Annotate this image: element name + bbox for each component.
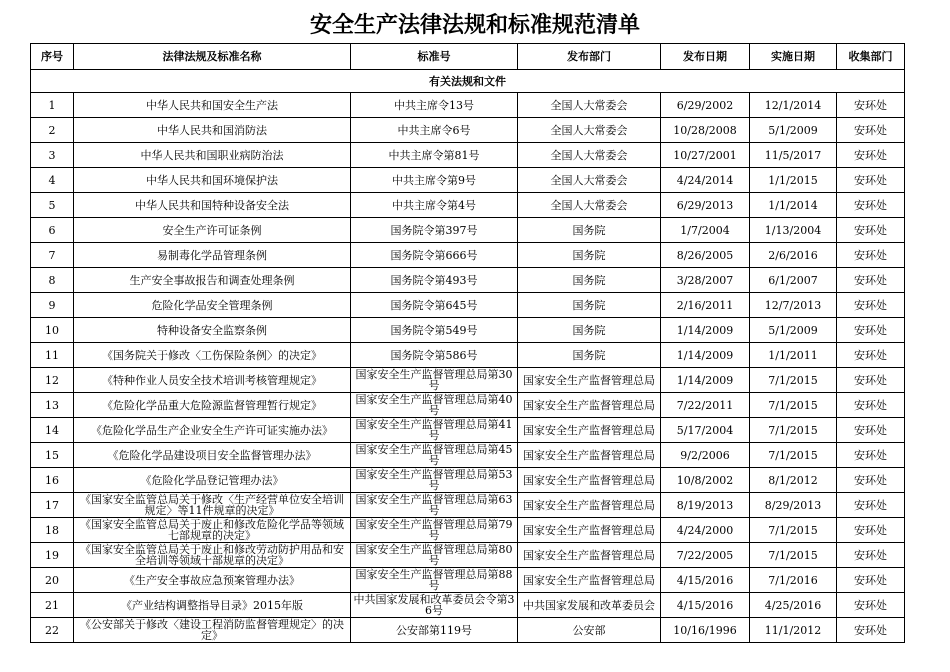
section-row	[31, 70, 905, 93]
effective-date: 7/1/2015	[750, 518, 837, 543]
table-row	[31, 493, 905, 518]
table-row	[31, 543, 905, 568]
issuing-department: 国家安全生产监督管理总局	[518, 568, 661, 593]
table-row	[31, 593, 905, 618]
issue-date: 9/2/2006	[661, 443, 750, 468]
regulation-name: 生产安全事故报告和调查处理条例	[74, 268, 351, 293]
regulation-name: 中华人民共和国职业病防治法	[74, 143, 351, 168]
regulation-name: 中华人民共和国特种设备安全法	[74, 193, 351, 218]
column-header-effective-date: 实施日期	[750, 44, 837, 70]
effective-date: 5/1/2009	[750, 118, 837, 143]
regulation-name: 《国家安全监管总局关于废止和修改危险化学品等领域七部规章的决定》	[74, 518, 351, 543]
row-index: 22	[31, 618, 74, 643]
collecting-department: 安环处	[837, 268, 905, 293]
standard-number: 国务院令第666号	[351, 243, 518, 268]
collecting-department: 安环处	[837, 393, 905, 418]
issuing-department: 全国人大常委会	[518, 93, 661, 118]
row-index: 6	[31, 218, 74, 243]
row-index: 12	[31, 368, 74, 393]
collecting-department: 安环处	[837, 168, 905, 193]
collecting-department: 安环处	[837, 618, 905, 643]
standard-number: 国家安全生产监督管理总局第30号	[351, 368, 518, 393]
issue-date: 1/14/2009	[661, 368, 750, 393]
issuing-department: 国家安全生产监督管理总局	[518, 543, 661, 568]
issue-date: 4/15/2016	[661, 593, 750, 618]
issue-date: 6/29/2013	[661, 193, 750, 218]
issuing-department: 全国人大常委会	[518, 143, 661, 168]
issuing-department: 中共国家发展和改革委员会	[518, 593, 661, 618]
regulation-name: 《公安部关于修改〈建设工程消防监督管理规定〉的决定》	[74, 618, 351, 643]
regulation-name: 《生产安全事故应急预案管理办法》	[74, 568, 351, 593]
issue-date: 4/24/2000	[661, 518, 750, 543]
effective-date: 1/1/2011	[750, 343, 837, 368]
regulations-table	[30, 43, 905, 643]
collecting-department: 安环处	[837, 443, 905, 468]
effective-date: 11/1/2012	[750, 618, 837, 643]
standard-number: 中共国家发展和改革委员会令第36号	[351, 593, 518, 618]
issue-date: 7/22/2005	[661, 543, 750, 568]
column-header-name: 法律法规及标准名称	[74, 44, 351, 70]
collecting-department: 安环处	[837, 543, 905, 568]
row-index: 5	[31, 193, 74, 218]
regulation-name: 《危险化学品登记管理办法》	[74, 468, 351, 493]
standard-number: 国家安全生产监督管理总局第41号	[351, 418, 518, 443]
standard-number: 国家安全生产监督管理总局第80号	[351, 543, 518, 568]
standard-number: 国家安全生产监督管理总局第88号	[351, 568, 518, 593]
standard-number: 国务院令第493号	[351, 268, 518, 293]
issue-date: 6/29/2002	[661, 93, 750, 118]
table-row	[31, 618, 905, 643]
page-title: 安全生产法律法规和标准规范清单	[309, 13, 640, 38]
column-header-collector: 收集部门	[837, 44, 905, 70]
effective-date: 8/1/2012	[750, 468, 837, 493]
collecting-department: 安环处	[837, 568, 905, 593]
collecting-department: 安环处	[837, 243, 905, 268]
regulation-name: 安全生产许可证条例	[74, 218, 351, 243]
row-index: 18	[31, 518, 74, 543]
issuing-department: 国家安全生产监督管理总局	[518, 493, 661, 518]
table-row	[31, 318, 905, 343]
regulation-name: 《危险化学品生产企业安全生产许可证实施办法》	[74, 418, 351, 443]
effective-date: 6/1/2007	[750, 268, 837, 293]
collecting-department: 安环处	[837, 193, 905, 218]
row-index: 14	[31, 418, 74, 443]
row-index: 8	[31, 268, 74, 293]
effective-date: 1/1/2014	[750, 193, 837, 218]
table-row	[31, 118, 905, 143]
standard-number: 国务院令第645号	[351, 293, 518, 318]
regulation-name: 《国家安全监管总局关于废止和修改劳动防护用品和安全培训等领域十部规章的决定》	[74, 543, 351, 568]
collecting-department: 安环处	[837, 343, 905, 368]
effective-date: 2/6/2016	[750, 243, 837, 268]
regulation-name: 《国务院关于修改〈工伤保险条例〉的决定》	[74, 343, 351, 368]
row-index: 21	[31, 593, 74, 618]
collecting-department: 安环处	[837, 593, 905, 618]
table-row	[31, 568, 905, 593]
issuing-department: 国家安全生产监督管理总局	[518, 393, 661, 418]
issuing-department: 国家安全生产监督管理总局	[518, 368, 661, 393]
collecting-department: 安环处	[837, 418, 905, 443]
issuing-department: 国家安全生产监督管理总局	[518, 518, 661, 543]
collecting-department: 安环处	[837, 118, 905, 143]
effective-date: 7/1/2015	[750, 543, 837, 568]
issue-date: 3/28/2007	[661, 268, 750, 293]
table-row	[31, 518, 905, 543]
issue-date: 8/26/2005	[661, 243, 750, 268]
table-row	[31, 218, 905, 243]
collecting-department: 安环处	[837, 218, 905, 243]
issue-date: 7/22/2011	[661, 393, 750, 418]
column-header-issuer: 发布部门	[518, 44, 661, 70]
issue-date: 4/15/2016	[661, 568, 750, 593]
collecting-department: 安环处	[837, 143, 905, 168]
effective-date: 7/1/2015	[750, 443, 837, 468]
issue-date: 10/28/2008	[661, 118, 750, 143]
row-index: 17	[31, 493, 74, 518]
standard-number: 国务院令第549号	[351, 318, 518, 343]
table-row	[31, 443, 905, 468]
regulation-name: 危险化学品安全管理条例	[74, 293, 351, 318]
standard-number: 国家安全生产监督管理总局第40号	[351, 393, 518, 418]
effective-date: 7/1/2015	[750, 393, 837, 418]
table-row	[31, 243, 905, 268]
row-index: 10	[31, 318, 74, 343]
standard-number: 国家安全生产监督管理总局第45号	[351, 443, 518, 468]
table-row	[31, 293, 905, 318]
regulation-name: 《特种作业人员安全技术培训考核管理规定》	[74, 368, 351, 393]
collecting-department: 安环处	[837, 93, 905, 118]
section-title: 有关法规和文件	[31, 70, 905, 93]
regulation-name: 《危险化学品建设项目安全监督管理办法》	[74, 443, 351, 468]
issuing-department: 国家安全生产监督管理总局	[518, 418, 661, 443]
issue-date: 10/8/2002	[661, 468, 750, 493]
row-index: 19	[31, 543, 74, 568]
collecting-department: 安环处	[837, 468, 905, 493]
row-index: 13	[31, 393, 74, 418]
table-row	[31, 368, 905, 393]
standard-number: 国务院令第397号	[351, 218, 518, 243]
effective-date: 7/1/2015	[750, 368, 837, 393]
effective-date: 1/13/2004	[750, 218, 837, 243]
standard-number: 中共主席令第9号	[351, 168, 518, 193]
regulation-name: 中华人民共和国环境保护法	[74, 168, 351, 193]
effective-date: 7/1/2016	[750, 568, 837, 593]
table-row	[31, 468, 905, 493]
standard-number: 国家安全生产监督管理总局第79号	[351, 518, 518, 543]
table-row	[31, 268, 905, 293]
regulation-name: 中华人民共和国消防法	[74, 118, 351, 143]
issue-date: 1/14/2009	[661, 343, 750, 368]
table-row	[31, 168, 905, 193]
issuing-department: 国家安全生产监督管理总局	[518, 443, 661, 468]
table-row	[31, 93, 905, 118]
effective-date: 5/1/2009	[750, 318, 837, 343]
table-row	[31, 418, 905, 443]
regulation-name: 易制毒化学品管理条例	[74, 243, 351, 268]
effective-date: 7/1/2015	[750, 418, 837, 443]
effective-date: 8/29/2013	[750, 493, 837, 518]
row-index: 9	[31, 293, 74, 318]
effective-date: 12/7/2013	[750, 293, 837, 318]
issuing-department: 国家安全生产监督管理总局	[518, 468, 661, 493]
issuing-department: 国务院	[518, 218, 661, 243]
standard-number: 国务院令第586号	[351, 343, 518, 368]
issue-date: 1/7/2004	[661, 218, 750, 243]
column-header-standard-no: 标准号	[351, 44, 518, 70]
regulation-name: 《产业结构调整指导目录》2015年版	[74, 593, 351, 618]
standard-number: 中共主席令13号	[351, 93, 518, 118]
row-index: 3	[31, 143, 74, 168]
effective-date: 4/25/2016	[750, 593, 837, 618]
row-index: 15	[31, 443, 74, 468]
row-index: 11	[31, 343, 74, 368]
issuing-department: 全国人大常委会	[518, 118, 661, 143]
row-index: 1	[31, 93, 74, 118]
issuing-department: 国务院	[518, 243, 661, 268]
regulation-name: 《危险化学品重大危险源监督管理暂行规定》	[74, 393, 351, 418]
effective-date: 1/1/2015	[750, 168, 837, 193]
issue-date: 10/16/1996	[661, 618, 750, 643]
issue-date: 4/24/2014	[661, 168, 750, 193]
standard-number: 中共主席令第81号	[351, 143, 518, 168]
issuing-department: 全国人大常委会	[518, 193, 661, 218]
standard-number: 公安部第119号	[351, 618, 518, 643]
row-index: 16	[31, 468, 74, 493]
standard-number: 中共主席令第4号	[351, 193, 518, 218]
issuing-department: 全国人大常委会	[518, 168, 661, 193]
standard-number: 国家安全生产监督管理总局第53号	[351, 468, 518, 493]
issuing-department: 国务院	[518, 343, 661, 368]
issue-date: 1/14/2009	[661, 318, 750, 343]
effective-date: 11/5/2017	[750, 143, 837, 168]
collecting-department: 安环处	[837, 293, 905, 318]
row-index: 7	[31, 243, 74, 268]
row-index: 20	[31, 568, 74, 593]
issue-date: 8/19/2013	[661, 493, 750, 518]
effective-date: 12/1/2014	[750, 93, 837, 118]
issuing-department: 公安部	[518, 618, 661, 643]
collecting-department: 安环处	[837, 493, 905, 518]
table-row	[31, 193, 905, 218]
standard-number: 中共主席令6号	[351, 118, 518, 143]
issue-date: 10/27/2001	[661, 143, 750, 168]
collecting-department: 安环处	[837, 318, 905, 343]
regulation-name: 特种设备安全监察条例	[74, 318, 351, 343]
header-row	[31, 44, 905, 70]
row-index: 2	[31, 118, 74, 143]
issue-date: 2/16/2011	[661, 293, 750, 318]
table-row	[31, 393, 905, 418]
regulation-name: 《国家安全监管总局关于修改〈生产经营单位安全培训规定〉等11件规章的决定》	[74, 493, 351, 518]
regulation-name: 中华人民共和国安全生产法	[74, 93, 351, 118]
issuing-department: 国务院	[518, 293, 661, 318]
issue-date: 5/17/2004	[661, 418, 750, 443]
collecting-department: 安环处	[837, 518, 905, 543]
standard-number: 国家安全生产监督管理总局第63号	[351, 493, 518, 518]
issuing-department: 国务院	[518, 318, 661, 343]
row-index: 4	[31, 168, 74, 193]
column-header-index: 序号	[31, 44, 74, 70]
collecting-department: 安环处	[837, 368, 905, 393]
table-row	[31, 343, 905, 368]
column-header-issue-date: 发布日期	[661, 44, 750, 70]
table-row	[31, 143, 905, 168]
issuing-department: 国务院	[518, 268, 661, 293]
